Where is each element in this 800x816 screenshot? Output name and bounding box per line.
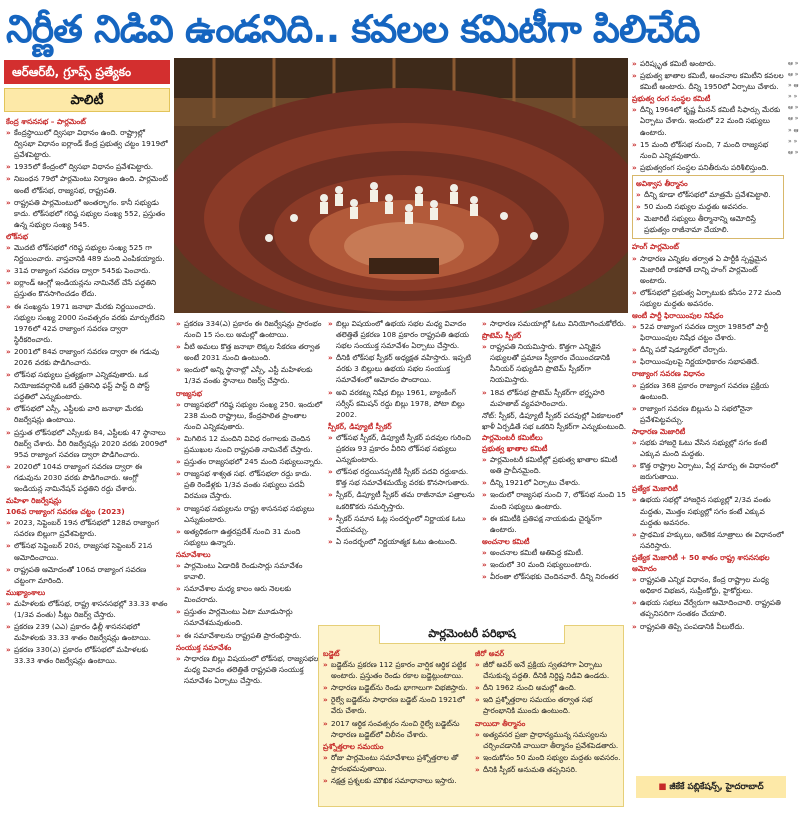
bullet: » ఏ సందర్భంలో నిర్ణయాత్మక ఓటు ఉంటుంది. bbox=[328, 536, 476, 547]
bullet: » దీనికి లోక్‌సభ స్పీకర్ అధ్యక్షత వహిస్తారు. ఇప్పటి వరకు 3 బిల్లులు ఉభయ సభల సంయుక్త సమావేశంలో ఆమోదం పొందాయి. bbox=[328, 352, 476, 385]
bullet: » వీరంతా లోక్‌సభకు చెందినవారే. దీన్ని నిరంతర bbox=[482, 571, 628, 582]
column-2 bbox=[176, 318, 324, 806]
bullet: » అంచనాల కమిటీ అతిపెద్ద కమిటీ. bbox=[482, 547, 628, 558]
bullet: » కొత్త రాష్ట్రాల ఏర్పాటు, పేర్ల మార్పు ఈ విధానంలో జరుగుతాయి. bbox=[632, 460, 784, 482]
bullet: » స్పీకర్ సమాన ఓట్ల సందర్భంలో నిర్ణాయక ఓటు వేయవచ్చు. bbox=[328, 513, 476, 535]
bullet: » పరిష్కృత కమిటీ అంటారు. bbox=[632, 58, 784, 69]
bullet: » 18వ లోక్‌సభ ప్రొటెమ్ స్పీకర్‌గా భర్తృహరి మహతాబ్ వ్యవహరించారు. bbox=[482, 387, 628, 409]
bullet: » ఈ సమావేశాలను రాష్ట్రపతి ప్రారంభిస్తారు. bbox=[176, 630, 324, 641]
bullet: » ప్రకరణ 368 ప్రకారం రాజ్యాంగ సవరణ ప్రక్రియ ఉంటుంది. bbox=[632, 380, 784, 402]
bullet: » దీన్ని పదో షెడ్యూల్‌లో చేర్చారు. bbox=[632, 344, 784, 355]
bullet: » ప్రభుత్వ ఖాతాల కమిటీ, అంచనాల కమిటీని కవలల కమిటీ అంటారు. దీన్ని 1950లో ఏర్పాటు చేశారు. bbox=[632, 70, 784, 92]
bullet: » రోజు పార్లమెంటు సమావేశాలు ప్రశ్నోత్తరాల తో ప్రారంభమవుతాయి. bbox=[323, 752, 469, 774]
bullet: » ఇందులో అన్ని స్థానాల్లో ఎస్సీ, ఎస్టీ మహిళలకు 1/3వ వంతు స్థానాలు రిజర్వ్ చేస్తారు. bbox=[176, 364, 324, 386]
bullet: » సాధారణ ఎన్నికల తర్వాత ఏ పార్టీకి స్పష్టమైన మెజారిటీ రాకపోతే దాన్ని హంగ్ పార్లమెంట్ అంటారు. bbox=[632, 253, 784, 286]
bullet: » మహిళలకు లోక్‌సభ, రాష్ట్ర శాసనసభల్లో 33.33 శాతం (1/3వ వంతు) సీట్లు రిజర్వ్ చేస్తారు. bbox=[6, 598, 168, 620]
bullet: » రాష్ట్రపతి పార్లమెంటులో అంతర్భాగం. కానీ సభ్యుడు కాదు. లోక్‌సభలో గరిష్ఠ సభ్యుల సంఖ్య 552, ప్రస్తుతం ఉన్న సభ్యుల సంఖ్య 545. bbox=[6, 197, 168, 230]
bullet: » 2023, సెప్టెంబర్ 19న లోక్‌సభలో 128వ రాజ్యాంగ సవరణ బిల్లుగా ప్రవేశపెట్టారు. bbox=[6, 517, 168, 539]
bullet: » 2001లో 84వ రాజ్యాంగ సవరణ ద్వారా ఈ గడువు 2026 వరకు పొడిగించారు. bbox=[6, 346, 168, 368]
bullet: » ఉభయ సభల్లో హాజరైన సభ్యుల్లో 2/3వ వంతు మద్దతు, మొత్తం సభ్యుల్లో సగం కంటే ఎక్కువ మద్దతు అవసరం. bbox=[632, 494, 784, 527]
section-subheading: 106వ రాజ్యాంగ సవరణ చట్టం (2023) bbox=[6, 507, 125, 517]
bullet: » 50 మంది సభ్యుల మద్దతు అవసరం. bbox=[636, 201, 780, 212]
section-heading: సంయుక్త సమావేశం bbox=[176, 642, 232, 652]
bullet: » రాష్ట్రపతి ఆమోదంతో 106వ రాజ్యాంగ సవరణ చట్టంగా మారింది. bbox=[6, 564, 168, 586]
headline: నిర్ణీత నిడివి ఉండనిది.. కవలల కమిటీగా పిలిచేది bbox=[6, 7, 700, 51]
bullet: » రాష్ట్రపతి నియమిస్తారు. కొత్తగా ఎన్నికైన సభ్యులతో ప్రమాణ స్వీకారం చేయించడానికి సీనియర్ సభ్యుడిని ప్రొటెమ్ స్పీకర్‌గా నియమిస్తారు. bbox=[482, 341, 628, 385]
bullet: » ప్రస్తుతం పార్లమెంటు ఏటా మూడుసార్లు సమావేశమవుతుంది. bbox=[176, 606, 324, 628]
bullet: » కేంద్రస్థాయిలో ద్విసభా విధానం ఉంది. రాష్ట్రాల్లో ద్విసభా విధానం ఐర్లాండ్ కేంద్ర ప్రభుత్వ చట్టం 1919లో ప్రవేశపెట్టారు. bbox=[6, 127, 168, 160]
bullet: » పార్లమెంటరీ కమిటీల్లో ప్రభుత్వ ఖాతాల కమిటీ అతి ప్రాచీనమైంది. bbox=[482, 454, 628, 476]
section-heading: బడ్జెట్ bbox=[323, 649, 340, 658]
parliament-photo bbox=[174, 58, 628, 313]
section-subheading: ప్రభుత్వ ఖాతాల కమిటీ bbox=[482, 444, 548, 454]
section-heading: సాధారణ మెజారిటీ bbox=[632, 426, 686, 436]
section-heading: మహిళా రిజర్వేషన్లు bbox=[6, 496, 62, 506]
bullet: » సాధారణ బడ్జెట్‌ను రెండు భాగాలుగా విభజిస్తారు. bbox=[323, 682, 469, 693]
column-1 bbox=[6, 116, 168, 806]
bullet: » ప్రకరణ 330(ఎ) ప్రకారం లోక్‌సభలో మహిళలకు 33.33 శాతం రిజర్వేషన్లు ఉంటాయి. bbox=[6, 644, 168, 666]
section-heading: ప్రొటెమ్ స్పీకర్ bbox=[482, 331, 522, 341]
publisher-credit: ■ జీకేకే పబ్లికేషన్స్, హైదరాబాద్ bbox=[636, 776, 786, 798]
section-heading: ప్రత్యేక మెజారిటీ + 50 శాతం రాష్ట్ర శాసనసభల ఆమోదం bbox=[632, 552, 770, 574]
section-heading: జీరో అవర్ bbox=[475, 649, 505, 658]
bullet: » పార్లమెంటు ఏడాదికి రెండుసార్లు సమావేశం కావాలి. bbox=[176, 560, 324, 582]
bullet: » రాజ్యాంగ సవరణ బిల్లును ఏ సభలోనైనా ప్రవేశపెట్టవచ్చు. bbox=[632, 403, 784, 425]
bullet: » రాజ్యసభ శాశ్వత సభ. లోక్‌సభలా రద్దు కాదు. ప్రతి రెండేళ్లకు 1/3వ వంతు సభ్యులు పదవీ విరమణ చేస్తారు. bbox=[176, 468, 324, 501]
bullet: » ఉభయ సభలు వేర్వేరుగా ఆమోదించాలి. రాష్ట్రపతి తప్పనిసరిగా సంతకం చేయాలి. bbox=[632, 597, 784, 619]
bullet: » ప్రకరణ 334(ఎ) ప్రకారం ఈ రిజర్వేషన్లు ప్రారంభం నుంచి 15 సం.లు అమల్లో ఉంటాయి. bbox=[176, 318, 324, 340]
section-heading: రాజ్యసభ bbox=[176, 388, 202, 398]
section-heading: ప్రభుత్వ రంగ సంస్థల కమిటీ bbox=[632, 94, 711, 104]
glossary-title: పార్లమెంటరీ పరిభాష bbox=[379, 625, 565, 644]
section-heading: కేంద్ర శాసనసభ – పార్లమెంట్ bbox=[6, 117, 86, 126]
bullet: » రాష్ట్రపతి తిప్పి పంపడానికి వీలులేదు. bbox=[632, 621, 784, 632]
bullet: » మెజారిటీ సభ్యులు తీర్మానాన్ని ఆమోదిస్తే ప్రభుత్వం రాజీనామా చేయాలి. bbox=[636, 213, 780, 235]
bullet: » లోక్‌సభ రద్దయినప్పటికీ స్పీకర్ పదవి రద్దుకాదు. కొత్త సభ సమావేశమయ్యే వరకు కొనసాగుతారు. bbox=[328, 466, 476, 488]
bullet: » సభకు హాజరై ఓటు వేసిన సభ్యుల్లో సగం కంటే ఎక్కువ మంది మద్దతు. bbox=[632, 437, 784, 459]
bullet: » ప్రకరణ 239 (ఎఎ) ప్రకారం ఢిల్లీ శాసనసభలో మహిళలకు 33.33 శాతం రిజర్వేషన్లు ఉంటాయి. bbox=[6, 621, 168, 643]
section-heading: లోక్‌సభ bbox=[6, 231, 28, 241]
section-heading: ప్రత్యేక మెజారిటీ bbox=[632, 484, 678, 494]
bullet: » రాజ్యసభలో గరిష్ఠ సభ్యుల సంఖ్య 250. ఇందులో 238 మంది రాష్ట్రాలు, కేంద్రపాలిత ప్రాంతాల నుంచి ఎన్నికవుతారు. bbox=[176, 399, 324, 432]
bullet: » దీనికి స్పీకర్ అనుమతి తప్పనిసరి. bbox=[475, 764, 621, 775]
bullet: » మిగిలిన 12 మందిని వివిధ రంగాలకు చెందిన ప్రముఖుల నుంచి రాష్ట్రపతి నామినేట్ చేస్తారు. bbox=[176, 433, 324, 455]
bullet: » అత్యవసర ప్రజా ప్రాధాన్యమున్న సమస్యలను చర్చించడానికి వాయిదా తీర్మానం ప్రవేశపెడతారు. bbox=[475, 729, 621, 751]
bullet: » ఇందుకోసం 50 మంది సభ్యుల మద్దతు అవసరం. bbox=[475, 752, 621, 763]
bullet: » అవి వరకట్న నిషేధ బిల్లు 1961, బ్యాంకింగ్ సర్వీస్ కమిషన్ రద్దు బిల్లు 1978, పోటా బిల్లు 2002. bbox=[328, 387, 476, 420]
section-heading: అంచనాల కమిటీ bbox=[482, 536, 530, 546]
bullet: » దీన్ని 1921లో ఏర్పాటు చేశారు. bbox=[482, 477, 628, 488]
bullet: » 1935లో కేంద్రంలో ద్విసభా విధానం ప్రవేశపెట్టారు. bbox=[6, 161, 168, 172]
glossary-box bbox=[318, 625, 624, 807]
section-heading: వాయిదా తీర్మానం bbox=[475, 718, 526, 728]
bullet: » నక్షత్ర ప్రశ్నలకు మౌఖిక సమాధానాలు ఇస్తారు. bbox=[323, 775, 469, 786]
bullet: » 52వ రాజ్యాంగ సవరణ ద్వారా 1985లో పార్టీ ఫిరాయింపుల నిషేధ చట్టం చేశారు. bbox=[632, 321, 784, 343]
bullet: » లోక్‌సభ సెప్టెంబర్ 20న, రాజ్యసభ సెప్టెంబర్ 21న ఆమోదించాయి. bbox=[6, 540, 168, 562]
bullet: » సాధారణ బిల్లు విషయంలో లోక్‌సభ, రాజ్యసభల మధ్య వివాదం తలెత్తితే రాష్ట్రపతి సంయుక్త సమావేశం ఏర్పాటు చేస్తారు. bbox=[176, 653, 324, 686]
section-heading: ఆంటీ పార్టీ ఫిరాయింపుల నిషేధం bbox=[632, 310, 724, 320]
bullet: » స్పీకర్, డిప్యూటీ స్పీకర్ తమ రాజీనామా పత్రాలను ఒకరికొకరు సమర్పిస్తారు. bbox=[328, 489, 476, 511]
section-heading: సమావేశాలు bbox=[176, 549, 211, 559]
section-heading: ప్రశ్నోత్తరాల సమయం bbox=[323, 741, 384, 751]
bullet: » దీన్ని 1964లో కృష్ణ మీనన్ కమిటీ సిఫార్సు మేరకు ఏర్పాటు చేశారు. ఇందులో 22 మంది సభ్యులు ఉంటారు. bbox=[632, 104, 784, 137]
bullet: » ప్రాథమిక హక్కులు, ఆదేశిక సూత్రాలు ఈ విధానంలో సవరిస్తారు. bbox=[632, 529, 784, 551]
bullet: » సాధారణ సమయాల్లో ఓటు వినియోగించుకోలేరు. bbox=[482, 318, 628, 329]
bullet: » 31వ రాజ్యాంగ సవరణ ద్వారా 545కు పెంచారు. bbox=[6, 265, 168, 276]
column-3 bbox=[328, 318, 476, 621]
bullet: » లోక్‌సభలో ప్రభుత్వ ఏర్పాటుకు కనీసం 272 మంది సభ్యుల మద్దతు అవసరం. bbox=[632, 287, 784, 309]
bullet: » మొదటి లోక్‌సభలో గరిష్ఠ సభ్యుల సంఖ్య 525 గా నిర్ణయించారు. వాస్తవానికి 489 మంది ఎంపికయ్యారు. bbox=[6, 242, 168, 264]
bullet: » ఐర్లాండ్ ఆంగ్లో ఇండియన్లను నామినేట్ చేసే పద్ధతిని ప్రస్తుతం కొనసాగించడం లేదు. bbox=[6, 277, 168, 299]
bullet: » ఇందులో రాజ్యసభ నుంచి 7, లోక్‌సభ నుంచి 15 మంది సభ్యులు ఉంటారు. bbox=[482, 489, 628, 511]
bullet: » 15 మంది లోక్‌సభ నుంచి, 7 మంది రాజ్యసభ నుంచి ఎన్నికవుతారు. bbox=[632, 139, 784, 161]
bullet: » దీని 1962 నుంచి అమల్లో ఉంది. bbox=[475, 682, 621, 693]
bullet: » దీన్ని కూడా లోక్‌సభలో మాత్రమే ప్రవేశపెట్టాలి. bbox=[636, 189, 780, 200]
column-4 bbox=[482, 318, 628, 621]
adjacent-column-edge: ఆ » ఆ » » ఆ » » ఆ » ఆ » » ఆ » » ఆ » bbox=[788, 60, 799, 156]
column-5 bbox=[632, 58, 784, 770]
bullet: » బడ్జెట్‌ను ప్రకరణ 112 ప్రకారం వార్షిక ఆర్థిక పట్టిక అంటారు. ప్రస్తుతం రెండు రకాల బడ్జెట్లుంటాయి. bbox=[323, 659, 469, 681]
bullet: » 2017 ఆర్థిక సంవత్సరం నుంచి రైల్వే బడ్జెట్‌ను సాధారణ బడ్జెట్‌లో విలీనం చేశారు. bbox=[323, 718, 469, 740]
bullet: » రైల్వే బడ్జెట్‌ను సాధారణ బడ్జెట్ నుంచి 1921లో వేరు చేశారు. bbox=[323, 694, 469, 716]
bullet: » 2020లో 104వ రాజ్యాంగ సవరణ ద్వారా ఈ గడువును 2030 వరకు పొడిగించారు. ఆంగ్లో ఇండియన్ల నామినేషన్ పద్ధతిని రద్దు చేశారు. bbox=[6, 461, 168, 494]
bullet: » ప్రభుత్వరంగ సంస్థల పనితీరును పరిశీలిస్తుంది. bbox=[632, 162, 784, 173]
bullet: » వీటి అమలు కొత్త జనాభా లెక్కల సేకరణ తర్వాత అంటే 2031 నుంచి ఉంటుంది. bbox=[176, 341, 324, 363]
subject-tag: పాలిటీ bbox=[4, 88, 170, 112]
bullet: » ఈ సంఖ్యను 1971 జనాభా మేరకు నిర్ణయించారు. సభ్యుల సంఖ్య 2000 సంవత్సరం వరకు మార్పులేదని 1976లో 42వ రాజ్యాంగ సవరణ ద్వారా స్థిరీకరించారు. bbox=[6, 301, 168, 345]
bullet: » సమావేశాల మధ్య కాలం ఆరు నెలలకు మించరాదు. bbox=[176, 583, 324, 605]
bullet: » ఇందులో 30 మంది సభ్యులుంటారు. bbox=[482, 559, 628, 570]
bullet: » రాజ్యసభ సభ్యులను రాష్ట్ర శాసనసభ సభ్యులు ఎన్నుకుంటారు. bbox=[176, 503, 324, 525]
bullet: » ఇది ప్రశ్నోత్తరాల సమయం తర్వాత సభ ప్రారంభానికి ముందు ఉంటుంది. bbox=[475, 694, 621, 716]
note: నోట్: స్పీకర్, డిప్యూటీ స్పీకర్ పదవుల్లో ఏకకాలంలో ఖాళీ ఏర్పడితే సభ ఒకరిని స్పీకర్‌గా ఎన్నుకుంటుంది. bbox=[482, 410, 627, 431]
bullet: » ప్రస్తుత లోక్‌సభలో ఎస్సీలకు 84, ఎస్టీలకు 47 స్థానాలు రిజర్వ్ చేశారు. వీరి రిజర్వేషన్లు 2020 వరకు 2009లో 95వ రాజ్యాంగ సవరణ ద్వారా పొడిగించారు. bbox=[6, 427, 168, 460]
bullet: » ప్రస్తుతం రాజ్యసభలో 245 మంది సభ్యులున్నారు. bbox=[176, 456, 324, 467]
glossary-left bbox=[323, 648, 469, 804]
no-confidence-box bbox=[632, 175, 784, 239]
bullet: » నిబంధన 79లో పార్లమెంటు నిర్మాణం ఉంది. పార్లమెంట్ అంటే లోక్‌సభ, రాజ్యసభ, రాష్ట్రపతి. bbox=[6, 173, 168, 195]
bullet: » లోక్‌సభలో ఎస్సీ, ఎస్టీలకు వారి జనాభా మేరకు రిజర్వేషన్లు ఉంటాయి. bbox=[6, 403, 168, 425]
bullet: » ఈ కమిటీకి ప్రతిపక్ష నాయకుడు చైర్మన్‌గా ఉంటారు. bbox=[482, 513, 628, 535]
bullet: » ఫిరాయింపులపై నిర్ణయాధికారం సభాపతిదే. bbox=[632, 356, 784, 367]
bullet: » అత్యధికంగా ఉత్తరప్రదేశ్ నుంచి 31 మంది సభ్యులు ఉన్నారు. bbox=[176, 526, 324, 548]
glossary-right bbox=[475, 648, 621, 804]
section-heading: రాజ్యాంగ సవరణ విధానం bbox=[632, 369, 705, 379]
section-heading: ముఖ్యాంశాలు bbox=[6, 587, 46, 597]
section-heading: అవిశ్వాస తీర్మానం bbox=[636, 178, 688, 188]
bullet: » జీరో అవర్ అనే ప్రక్రియ స్వతహాగా ఏర్పాటు చేసుకున్న పద్ధతి. దీనికి నిర్దిష్ట నిడివి ఉండదు. bbox=[475, 659, 621, 681]
bullet: » రాష్ట్రపతి ఎన్నిక విధానం, కేంద్ర రాష్ట్రాల మధ్య అధికార విభజన, సుప్రీంకోర్టు, హైకోర్టులు. bbox=[632, 574, 784, 596]
section-heading: హంగ్ పార్లమెంట్ bbox=[632, 242, 679, 252]
bullet: » లోక్‌సభ సభ్యులు ప్రత్యక్షంగా ఎన్నికవుతారు. ఒక నియోజకవర్గానికి ఒకరే ప్రతినిధి ఫస్ట్ పాస్ట్ ది పోస్ట్ పద్ధతిలో ఎన్నుకుంటారు. bbox=[6, 369, 168, 402]
section-heading: పార్లమెంటరీ కమిటీలు bbox=[482, 432, 543, 442]
section-heading: స్పీకర్, డిప్యూటీ స్పీకర్ bbox=[328, 421, 392, 431]
bullet: » బిల్లు విషయంలో ఉభయ సభల మధ్య వివాదం తలెత్తితే ప్రకరణ 108 ప్రకారం రాష్ట్రపతి ఉభయ సభల సంయుక్త సమావేశం ఏర్పాటు చేస్తారు. bbox=[328, 318, 476, 351]
series-tag: ఆర్ఆర్‌బీ, గ్రూప్స్ ప్రత్యేకం bbox=[4, 60, 170, 84]
bullet: » లోక్‌సభ స్పీకర్, డిప్యూటీ స్పీకర్ పదవుల గురించి ప్రకరణ 93 ప్రకారం వీరిని లోక్‌సభ సభ్యులు ఎన్నుకుంటారు. bbox=[328, 432, 476, 465]
